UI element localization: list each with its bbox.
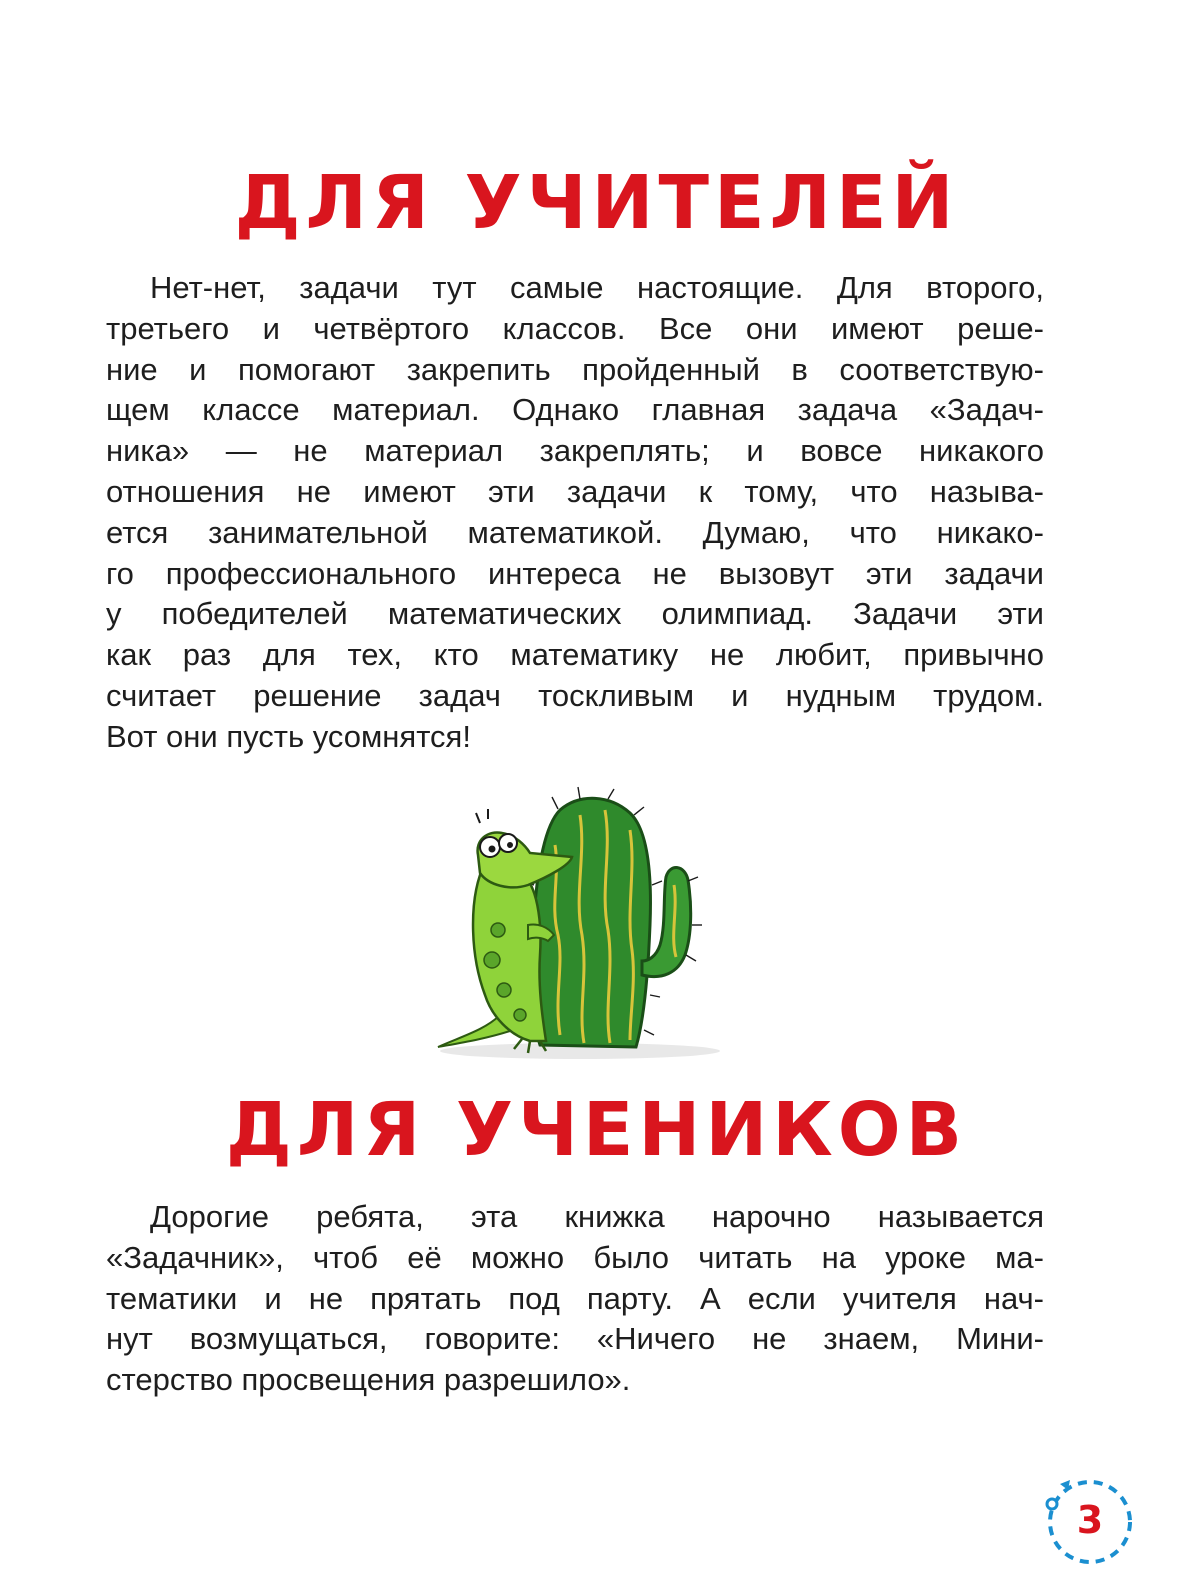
lizard-cactus-illustration: [430, 785, 730, 1065]
text-line: ника» — не материал закреплять; и вовсе никакого: [106, 433, 1044, 469]
text-line: го профессионального интереса не вызовут эти задачи: [106, 555, 1044, 591]
text-line: щем классе материал. Однако главная задача «Задач-: [106, 392, 1044, 428]
text-line: как раз для тех, кто математику не любит, привычно: [106, 637, 1044, 673]
text-line: тематики и не прятать под парту. А если учителя нач-: [106, 1280, 1044, 1316]
text-line: стерство просвещения разрешило».: [106, 1362, 631, 1398]
page-number: 3: [1076, 1498, 1104, 1542]
lizard-spot: [484, 952, 500, 968]
page-number-badge: [1040, 1470, 1140, 1570]
text-line: Вот они пусть усомнятся!: [106, 718, 471, 754]
text-line: третьего и четвёртого классов. Все они имеют реше-: [106, 310, 1044, 346]
students-text-block: [106, 1197, 1044, 1401]
section-title-students: ДЛЯ УЧЕНИКОВ: [225, 1087, 968, 1173]
text-line: ется занимательной математикой. Думаю, что никако-: [106, 514, 1044, 550]
text-line: Нет-нет, задачи тут самые настоящие. Для второго,: [150, 270, 1044, 305]
lizard-spot: [514, 1009, 526, 1021]
lizard-spot: [497, 983, 511, 997]
text-line: у победителей математических олимпиад. Задачи эти: [106, 596, 1044, 632]
cactus-icon: [522, 787, 702, 1047]
text-line: ние и помогают закрепить пройденный в соответствую-: [106, 351, 1044, 387]
text-line: Дорогие ребята, эта книжка нарочно называется: [150, 1199, 1044, 1234]
text-line: «Задачник», чтоб её можно было читать на уроке ма-: [106, 1239, 1044, 1275]
text-line: нут возмущаться, говорите: «Ничего не знаем, Мини-: [106, 1321, 1044, 1357]
section-title-teachers: ДЛЯ УЧИТЕЛЕЙ: [234, 160, 959, 246]
text-line: считает решение задач тоскливым и нудным трудом.: [106, 677, 1044, 713]
teachers-text-block: [106, 268, 1044, 758]
lizard-spot: [491, 923, 505, 937]
text-line: отношения не имеют эти задачи к тому, что называ-: [106, 473, 1044, 509]
